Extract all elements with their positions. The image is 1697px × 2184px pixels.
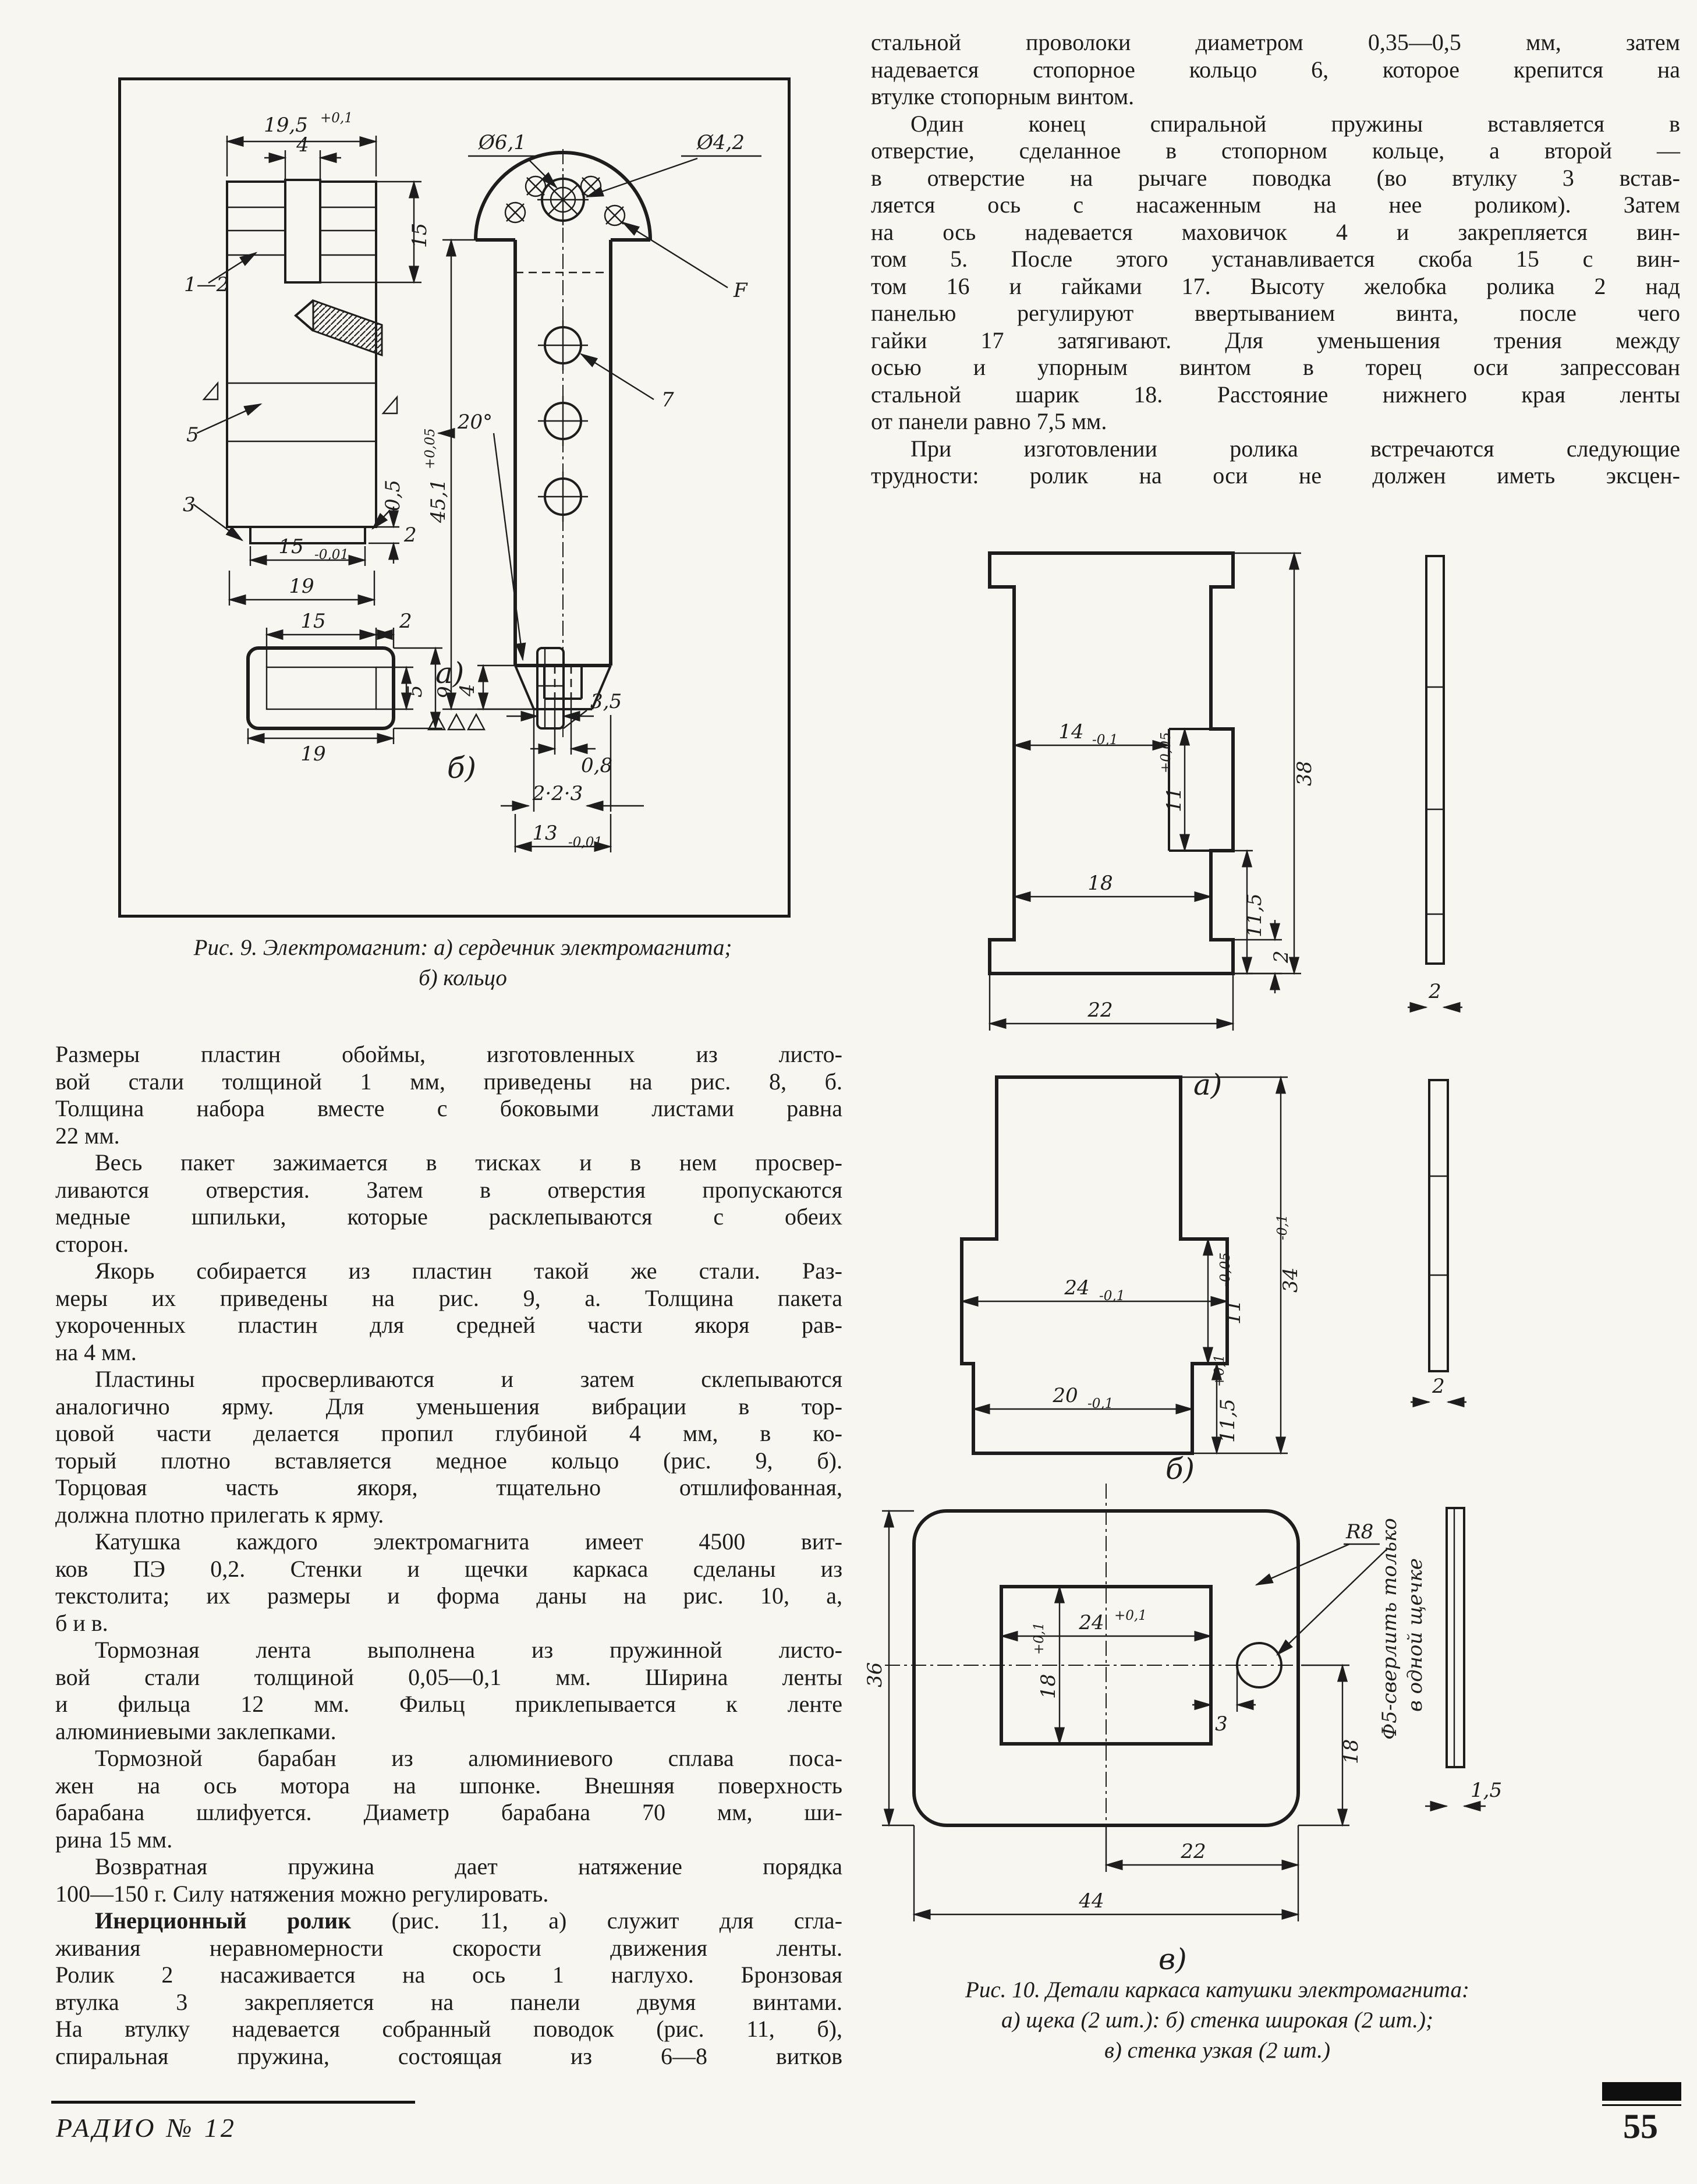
fig10-label-v: в) — [1159, 1942, 1187, 1976]
svg-text:4: 4 — [456, 684, 479, 696]
svg-text:+0,1: +0,1 — [1114, 1608, 1147, 1623]
text-line: ливаются отверстия. Затем в отверстия пропускаются — [55, 1176, 842, 1203]
dim-ring-19: 19 — [300, 742, 326, 766]
fig10-drill-note: в одной щечке — [1404, 1558, 1427, 1712]
text-line: Тормозная лента выполнена из пружинной листо- — [95, 1637, 842, 1663]
dim-a-14: 14 — [1058, 720, 1084, 744]
text-line: на 4 мм. — [55, 1339, 137, 1365]
fig9-yoke-side-view — [183, 111, 431, 606]
svg-text:-0,1: -0,1 — [1275, 1214, 1290, 1240]
bold-lead: Инерционный ролик — [95, 1907, 352, 1934]
dim-13 — [515, 814, 611, 852]
dim-v-3: 3 — [1215, 1712, 1228, 1736]
dim-v-44: 44 — [1079, 1889, 1104, 1913]
text-line: аналогично ярму. Для уменьшения вибрации в тор- — [55, 1393, 842, 1420]
svg-text:F: F — [734, 279, 747, 302]
svg-text:-0,01: -0,01 — [568, 835, 603, 850]
svg-text:Ø4,2: Ø4,2 — [697, 131, 745, 154]
dim-b-side2: 2 — [1432, 1375, 1445, 1398]
dim-a-22: 22 — [1087, 999, 1113, 1022]
svg-text:0,8: 0,8 — [581, 754, 613, 777]
text-span: (рис. 11, а) служит для сгла- — [351, 1907, 842, 1934]
fig9-label-a: а) — [435, 656, 465, 690]
dim-b-24: 24 — [1064, 1276, 1090, 1300]
fig9-label-b: б) — [447, 751, 477, 785]
text-line: панелью регулируют ввертыванием винта, после чего — [871, 300, 1680, 326]
dim-a-38: 38 — [1293, 760, 1316, 786]
text-line: втулке стопорным винтом. — [871, 83, 1135, 109]
text-line: Толщина набора вместе с боковыми листами равна — [55, 1095, 842, 1121]
caption-line: Рис. 9. Электромагнит: а) сердечник электромагнита; — [193, 935, 732, 960]
svg-text:5: 5 — [186, 423, 199, 447]
text-line: Один конец спиральной пружины вставляется в — [911, 110, 1680, 137]
fig10-b-wide-wall — [962, 1077, 1466, 1585]
text-line: рина 15 мм. — [55, 1826, 173, 1853]
text-line: том 5. После этого устанавливается скоба 15 с вин- — [871, 246, 1680, 272]
text-line: Размеры пластин обоймы, изготовленных из листо- — [55, 1041, 842, 1067]
dim-v-24: 24 — [1079, 1611, 1104, 1634]
text-line: Торцовая часть якоря, тщательно отшлифованная, — [55, 1474, 842, 1500]
svg-text:2: 2 — [404, 523, 417, 547]
svg-text:1—2: 1—2 — [184, 273, 229, 296]
svg-text:+0,1: +0,1 — [1032, 1622, 1047, 1655]
text-line: от панели равно 7,5 мм. — [871, 408, 1107, 434]
dim-v-15: 1,5 — [1471, 1779, 1503, 1802]
text-line: втулка 3 закрепляется на панели двумя винтами. — [55, 1988, 842, 2015]
dim-b-11: 11 — [1222, 1299, 1245, 1325]
text-line: в отверстие на рычаге поводка (во втулку 3 встав- — [871, 164, 1680, 191]
text-line: стальной шарик 18. Расстояние нижнего края ленты — [871, 381, 1680, 408]
svg-text:-0,1: -0,1 — [1087, 1396, 1114, 1411]
caption-line: а) щека (2 шт.): б) стенка широкая (2 шт.); — [1001, 2008, 1433, 2033]
svg-text:-0,1: -0,1 — [1099, 1289, 1125, 1304]
dim-v-18: 18 — [1037, 1673, 1060, 1699]
svg-text:45,1: 45,1 — [427, 479, 450, 523]
text-line: Пластины просверливаются и затем склепываются — [95, 1366, 842, 1392]
text-line: осью и упорным винтом в торец оси запрессован — [871, 354, 1680, 380]
dim-a-115: 11,5 — [1243, 893, 1266, 937]
text-line: барабана шлифуется. Диаметр барабана 70 мм, ши- — [55, 1799, 842, 1825]
text-line: том 16 и гайками 17. Высоту желобка ролика 2 над — [871, 272, 1680, 299]
svg-text:3: 3 — [183, 493, 196, 516]
dim-7: 7 — [661, 388, 674, 412]
svg-text:+0,05: +0,05 — [423, 428, 438, 469]
dim-ring-2: 2 — [399, 610, 412, 633]
dim-b-115: 11,5 — [1216, 1399, 1239, 1443]
text-line: Ролик 2 насаживается на ось 1 наглухо. Бронзовая — [55, 1962, 842, 1988]
svg-text:0,5: 0,5 — [381, 479, 405, 511]
svg-text:19,5: 19,5 — [264, 114, 308, 137]
text-line: меры их приведены на рис. 9, а. Толщина пакета — [55, 1284, 842, 1311]
caption-line: Рис. 10. Детали каркаса катушки электромагнита: — [965, 1977, 1469, 2002]
text-line — [55, 1907, 842, 1935]
text-line: на ось надевается маховичок 4 и закрепляется вин- — [871, 218, 1680, 245]
fig10-label-b: б) — [1165, 1452, 1195, 1486]
text-line: живания неравномерности скорости движения ленты. — [55, 1934, 842, 1961]
text-line: б и в. — [55, 1609, 108, 1636]
dim-b-34: 34 — [1279, 1267, 1302, 1293]
dim-15-001 — [250, 535, 365, 566]
fig9-caption — [99, 933, 827, 993]
svg-text:+0,1: +0,1 — [1212, 1354, 1227, 1387]
svg-text:-0,1: -0,1 — [1092, 732, 1118, 748]
fig10-caption — [871, 1975, 1564, 2066]
text-line: медные шпильки, которые расклепываются с обеих — [55, 1203, 842, 1230]
caption-line: б) кольцо — [419, 965, 507, 990]
fig10-label-a: а) — [1193, 1068, 1223, 1102]
dim-tenon-4 — [456, 666, 534, 709]
page-number-line — [1602, 2104, 1681, 2106]
page-number: 55 — [1623, 2107, 1658, 2146]
fig9-body-holes — [538, 320, 588, 522]
svg-text:Ø6,1: Ø6,1 — [479, 131, 526, 154]
dim-v-36: 36 — [863, 1662, 887, 1687]
text-line: стальной проволоки диаметром 0,35—0,5 мм, затем — [871, 29, 1680, 55]
fig9-part-labels — [183, 253, 261, 540]
text-line: гайки 17 затягивают. Для уменьшения трения между — [871, 327, 1680, 353]
text-line: вой стали толщиной 0,05—0,1 мм. Ширина ленты — [55, 1663, 842, 1690]
page-number-bar — [1602, 2082, 1681, 2101]
dim-a-18: 18 — [1087, 872, 1113, 895]
text-line: Тормозной барабан из алюминиевого сплава поса- — [95, 1745, 842, 1771]
svg-text:-0,05: -0,05 — [1218, 1252, 1233, 1287]
dim-4 — [264, 133, 341, 180]
fig9-ring-view — [248, 610, 622, 785]
text-line: надевается стопорное кольцо 6, которое крепится на — [871, 56, 1680, 83]
text-line: текстолита; их размеры и форма даны на рис. 10, а, — [55, 1583, 842, 1609]
text-line: вой стали толщиной 1 мм, приведены на рис. 8, б. — [55, 1068, 842, 1095]
dim-a-side2: 2 — [1429, 980, 1441, 1003]
text-line: цовой части делается пропил глубиной 4 мм, в ко- — [55, 1420, 842, 1446]
dim-a-11: 11 — [1163, 787, 1186, 812]
svg-text:2·2·3: 2·2·3 — [532, 782, 583, 805]
left-column — [55, 1041, 842, 2070]
dim-ring-9: 9 — [434, 686, 457, 699]
dim-2-2-3 — [501, 709, 644, 812]
svg-text:+0,05: +0,05 — [1159, 732, 1174, 773]
text-line: спиральная пружина, состоящая из 6—8 витков — [55, 2043, 842, 2069]
fig10-a-cheek — [990, 553, 1462, 1102]
dim-v-22: 22 — [1181, 1840, 1206, 1863]
text-line: ляется ось с насаженным на нее роликом). Затем — [871, 192, 1680, 218]
svg-text:13: 13 — [532, 822, 558, 845]
text-line: торый плотно вставляется медное кольцо (рис. 9, б). — [55, 1447, 842, 1474]
svg-text:4: 4 — [296, 133, 309, 157]
svg-text:20°: 20° — [457, 410, 493, 434]
figure-9-drawing — [121, 80, 788, 915]
dim-r8: R8 — [1346, 1520, 1374, 1544]
text-line: жен на ось мотора на шпонке. Внешняя поверхность — [55, 1772, 842, 1799]
svg-text:-0,01: -0,01 — [314, 547, 349, 562]
dim-19 — [229, 571, 374, 606]
fig10-drill-note: Ф5-сверлить только — [1378, 1518, 1401, 1740]
right-column — [871, 29, 1680, 490]
figure-9-frame — [118, 77, 791, 918]
text-line: Весь пакет зажимается в тисках и в нем просвер- — [95, 1149, 842, 1176]
journal-title: РАДИО № 12 — [56, 2113, 237, 2143]
dim-45-1 — [423, 240, 534, 709]
text-line: сторон. — [55, 1230, 129, 1257]
text-line: должна плотно прилегать к ярму. — [55, 1501, 384, 1528]
text-line: алюминиевыми заклепками. — [55, 1718, 336, 1744]
text-line: укороченных пластин для средней части якоря рав- — [55, 1312, 842, 1338]
dim-ring-5: 5 — [403, 685, 427, 698]
dim-ring-35: 3,5 — [590, 690, 622, 713]
text-line: 100—150 г. Силу натяжения можно регулировать. — [55, 1880, 549, 1907]
text-line: Катушка каждого электромагнита имеет 4500 вит- — [95, 1528, 842, 1555]
svg-text:15: 15 — [408, 222, 431, 248]
text-line: Якорь собирается из пластин такой же стали. Раз- — [95, 1258, 842, 1284]
footer-rule — [51, 2101, 415, 2104]
text-line: и фильца 12 мм. Фильц приклепывается к ленте — [55, 1691, 842, 1717]
dim-0-5 — [373, 480, 405, 529]
dim-a-2: 2 — [1270, 950, 1293, 963]
svg-text:+0,1: +0,1 — [320, 111, 353, 126]
text-line: ков ПЭ 0,2. Стенки и щечки каркаса сделаны из — [55, 1555, 842, 1582]
dim-b-20: 20 — [1053, 1384, 1078, 1407]
caption-line: в) стенка узкая (2 шт.) — [1104, 2038, 1331, 2063]
svg-text:19: 19 — [289, 575, 314, 598]
dim-ring-15: 15 — [300, 610, 326, 633]
text-line: трудности: ролик на оси не должен иметь эксцен- — [871, 462, 1680, 489]
fig9-armature-front-view — [423, 131, 761, 852]
text-line: 22 мм. — [55, 1122, 120, 1149]
text-line: Возвратная пружина дает натяжение порядка — [95, 1853, 842, 1879]
svg-text:15: 15 — [278, 535, 304, 558]
text-line: На втулку надевается собранный поводок (рис. 11, б), — [55, 2016, 842, 2042]
dim-v-18b: 18 — [1340, 1739, 1363, 1764]
figure-10-drawing — [863, 541, 1694, 1976]
text-line: При изготовлении ролика встречаются следующие — [911, 435, 1680, 462]
fig10-v-narrow-wall — [863, 1484, 1502, 1976]
text-line: отверстие, сделанное в стопорном кольце, а второй — — [871, 137, 1680, 164]
